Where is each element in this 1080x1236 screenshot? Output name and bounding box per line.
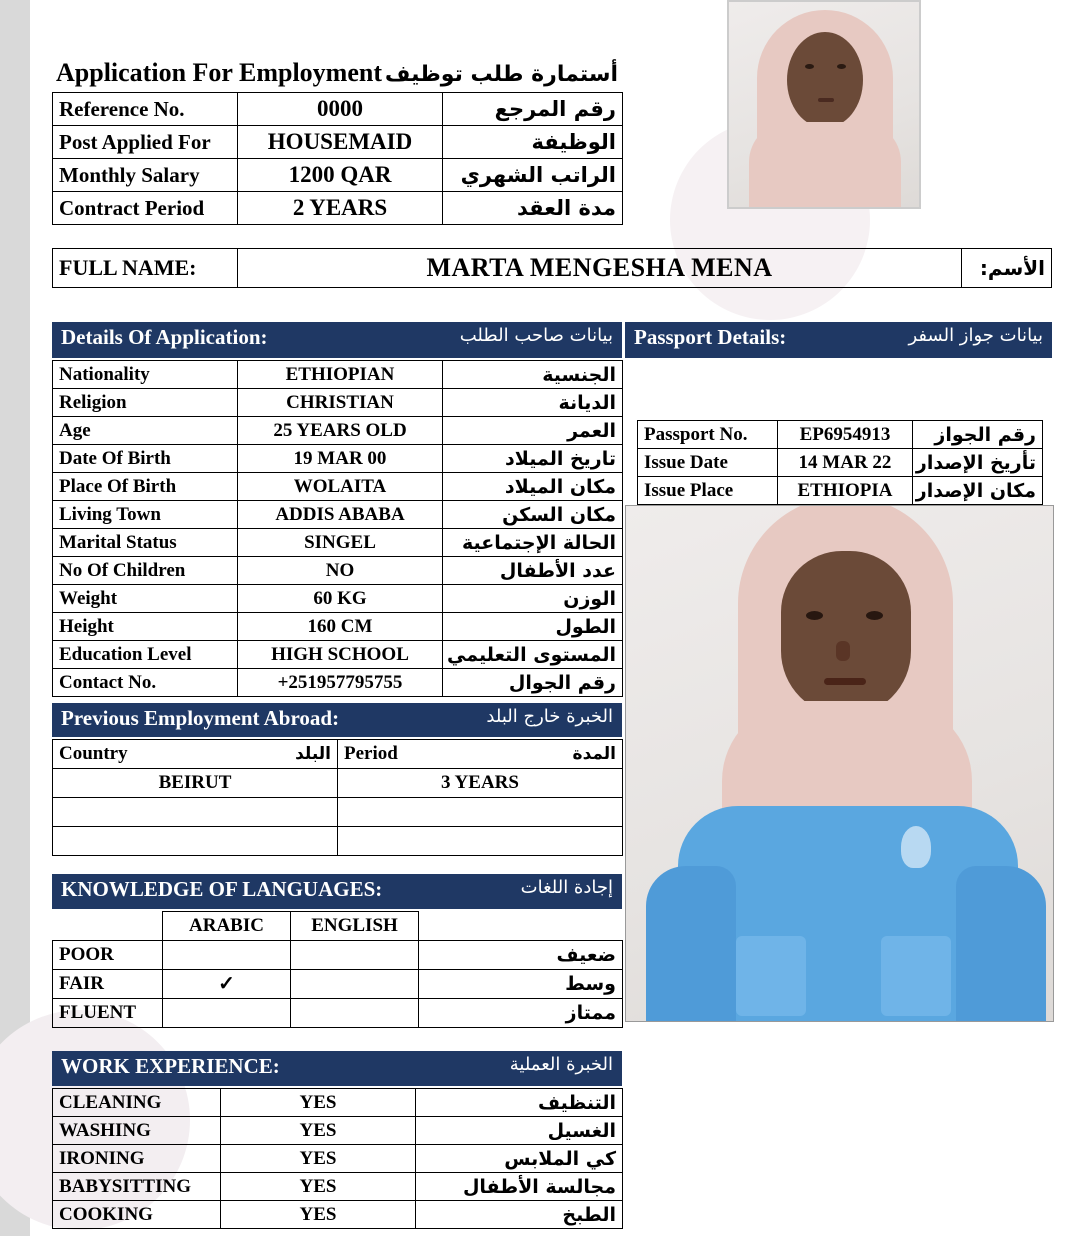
monthly-salary-label-ar: الراتب الشهري	[443, 159, 623, 192]
table-row	[53, 529, 623, 557]
table-row	[53, 192, 623, 225]
washing-value: YES	[221, 1117, 416, 1145]
passport-header-ar: بيانات جواز السفر	[908, 325, 1043, 346]
ironing-label-ar: كي الملابس	[416, 1145, 623, 1173]
reference-no-label-ar: رقم المرجع	[443, 93, 623, 126]
contact-no-value: +251957795755	[238, 669, 443, 697]
nationality-label-ar: الجنسية	[443, 361, 623, 389]
country-header-en: Country	[59, 743, 128, 764]
full-name-value: MARTA MENGESHA MENA	[238, 249, 962, 288]
full-name-label-ar: الأسم:	[962, 249, 1052, 288]
date-of-birth-label: Date Of Birth	[53, 445, 238, 473]
monthly-salary-label: Monthly Salary	[53, 159, 238, 192]
contact-no-label: Contact No.	[53, 669, 238, 697]
contact-no-label-ar: رقم الجوال	[443, 669, 623, 697]
table-row	[638, 449, 1043, 477]
previous-period-value: 3 YEARS	[338, 769, 623, 798]
poor-arabic-checkbox[interactable]	[163, 941, 291, 970]
no-of-children-label: No Of Children	[53, 557, 238, 585]
application-title-ar: أستمارة طلب توظيف	[384, 62, 618, 87]
previous-country-value-2	[53, 798, 338, 827]
previous-period-value-3	[338, 827, 623, 856]
previous-country-value-3	[53, 827, 338, 856]
place-of-birth-value: WOLAITA	[238, 473, 443, 501]
table-row	[53, 389, 623, 417]
details-header-band	[52, 322, 622, 358]
table-row	[53, 669, 623, 697]
passport-details-block	[625, 322, 1052, 533]
details-of-application-block	[52, 322, 622, 697]
reference-no-label: Reference No.	[53, 93, 238, 126]
passport-no-label: Passport No.	[638, 421, 778, 449]
previous-employment-table	[52, 739, 623, 856]
table-row	[53, 585, 623, 613]
table-row	[53, 769, 623, 798]
applicant-full-photo	[625, 505, 1054, 1022]
table-row	[53, 126, 623, 159]
work-experience-table	[52, 1088, 623, 1229]
living-town-label: Living Town	[53, 501, 238, 529]
period-header-ar: المدة	[572, 744, 616, 764]
washing-label-ar: الغسيل	[416, 1117, 623, 1145]
application-summary-table	[52, 92, 623, 225]
cleaning-label-ar: التنظيف	[416, 1089, 623, 1117]
english-column-header: ENGLISH	[291, 912, 419, 941]
knowledge-of-languages-block	[52, 874, 622, 1028]
table-row	[638, 421, 1043, 449]
table-row	[53, 501, 623, 529]
passport-no-value: EP6954913	[778, 421, 913, 449]
post-applied-value: HOUSEMAID	[238, 126, 443, 159]
age-label: Age	[53, 417, 238, 445]
table-row	[53, 1117, 623, 1145]
previous-employment-header-ar: الخبرة خارج البلد	[486, 706, 613, 727]
weight-label: Weight	[53, 585, 238, 613]
passport-no-label-ar: رقم الجواز	[913, 421, 1043, 449]
table-row	[53, 249, 1052, 288]
table-row	[53, 798, 623, 827]
table-row	[53, 999, 623, 1028]
issue-date-value: 14 MAR 22	[778, 449, 913, 477]
babysitting-label: BABYSITTING	[53, 1173, 221, 1201]
previous-employment-block	[52, 703, 622, 856]
height-label: Height	[53, 613, 238, 641]
place-of-birth-label: Place Of Birth	[53, 473, 238, 501]
cooking-label: COOKING	[53, 1201, 221, 1229]
fair-arabic-checkbox[interactable]: ✓	[163, 970, 291, 999]
table-row	[53, 827, 623, 856]
previous-period-value-2	[338, 798, 623, 827]
application-header-block	[52, 58, 622, 225]
table-row	[53, 1173, 623, 1201]
arabic-column-header: ARABIC	[163, 912, 291, 941]
languages-header-band	[52, 874, 622, 909]
table-row	[53, 613, 623, 641]
babysitting-value: YES	[221, 1173, 416, 1201]
nationality-value: ETHIOPIAN	[238, 361, 443, 389]
babysitting-label-ar: مجالسة الأطفال	[416, 1173, 623, 1201]
religion-value: CHRISTIAN	[238, 389, 443, 417]
marital-status-label: Marital Status	[53, 529, 238, 557]
cooking-value: YES	[221, 1201, 416, 1229]
no-of-children-label-ar: عدد الأطفال	[443, 557, 623, 585]
table-row	[638, 477, 1043, 505]
table-row	[53, 417, 623, 445]
languages-header-ar: إجادة اللغات	[520, 877, 613, 898]
full-name-label: FULL NAME:	[53, 249, 238, 288]
religion-label-ar: الديانة	[443, 389, 623, 417]
washing-label: WASHING	[53, 1117, 221, 1145]
no-of-children-value: NO	[238, 557, 443, 585]
work-experience-header-band	[52, 1051, 622, 1086]
living-town-label-ar: مكان السكن	[443, 501, 623, 529]
table-row	[53, 1201, 623, 1229]
poor-label: POOR	[53, 941, 163, 970]
marital-status-value: SINGEL	[238, 529, 443, 557]
table-row	[53, 1145, 623, 1173]
issue-place-label: Issue Place	[638, 477, 778, 505]
languages-table	[52, 911, 623, 1028]
passport-header-en: Passport Details:	[634, 325, 787, 349]
education-level-value: HIGH SCHOOL	[238, 641, 443, 669]
work-experience-block	[52, 1051, 622, 1229]
ironing-value: YES	[221, 1145, 416, 1173]
marital-status-label-ar: الحالة الإجتماعية	[443, 529, 623, 557]
fluent-label: FLUENT	[53, 999, 163, 1028]
previous-employment-header-band	[52, 703, 622, 737]
table-row	[53, 912, 623, 941]
fair-label-ar: وسط	[419, 970, 623, 999]
country-header-ar: البلد	[295, 744, 331, 764]
languages-header-en: KNOWLEDGE OF LANGUAGES:	[61, 877, 383, 901]
application-title-en: Application For Employment	[56, 58, 382, 87]
table-row	[53, 941, 623, 970]
poor-label-ar: ضعيف	[419, 941, 623, 970]
work-experience-header-ar: الخبرة العملية	[509, 1054, 613, 1075]
cleaning-value: YES	[221, 1089, 416, 1117]
education-level-label-ar: المستوى التعليمي	[443, 641, 623, 669]
period-header-en: Period	[344, 743, 398, 764]
height-value: 160 CM	[238, 613, 443, 641]
country-column-header	[53, 740, 338, 769]
full-name-table	[52, 248, 1052, 288]
table-row	[53, 557, 623, 585]
table-row	[53, 1089, 623, 1117]
age-value: 25 YEARS OLD	[238, 417, 443, 445]
passport-header-band	[625, 322, 1052, 358]
table-row	[53, 473, 623, 501]
table-row	[53, 641, 623, 669]
issue-date-label: Issue Date	[638, 449, 778, 477]
poor-english-checkbox[interactable]	[291, 941, 419, 970]
religion-label: Religion	[53, 389, 238, 417]
table-row	[53, 361, 623, 389]
cooking-label-ar: الطبخ	[416, 1201, 623, 1229]
nationality-label: Nationality	[53, 361, 238, 389]
issue-place-value: ETHIOPIA	[778, 477, 913, 505]
details-header-en: Details Of Application:	[61, 325, 268, 349]
contract-period-label: Contract Period	[53, 192, 238, 225]
fluent-english-checkbox[interactable]	[291, 999, 419, 1028]
issue-place-label-ar: مكان الإصدار	[913, 477, 1043, 505]
monthly-salary-value: 1200 QAR	[238, 159, 443, 192]
height-label-ar: الطول	[443, 613, 623, 641]
table-row	[53, 970, 623, 999]
fair-label: FAIR	[53, 970, 163, 999]
work-experience-header-en: WORK EXPERIENCE:	[61, 1054, 280, 1078]
fluent-label-ar: ممتاز	[419, 999, 623, 1028]
table-row	[53, 93, 623, 126]
document-page	[30, 0, 1080, 1236]
place-of-birth-label-ar: مكان الميلاد	[443, 473, 623, 501]
table-row	[53, 740, 623, 769]
cleaning-label: CLEANING	[53, 1089, 221, 1117]
table-row	[53, 159, 623, 192]
details-table	[52, 360, 623, 697]
contract-period-value: 2 YEARS	[238, 192, 443, 225]
contract-period-label-ar: مدة العقد	[443, 192, 623, 225]
post-applied-label: Post Applied For	[53, 126, 238, 159]
previous-employment-header-en: Previous Employment Abroad:	[61, 706, 340, 730]
reference-no-value: 0000	[238, 93, 443, 126]
issue-date-label-ar: تأريخ الإصدار	[913, 449, 1043, 477]
table-row	[53, 445, 623, 473]
weight-label-ar: الوزن	[443, 585, 623, 613]
period-column-header	[338, 740, 623, 769]
education-level-label: Education Level	[53, 641, 238, 669]
weight-value: 60 KG	[238, 585, 443, 613]
date-of-birth-value: 19 MAR 00	[238, 445, 443, 473]
fluent-arabic-checkbox[interactable]	[163, 999, 291, 1028]
details-header-ar: بيانات صاحب الطلب	[459, 325, 613, 346]
living-town-value: ADDIS ABABA	[238, 501, 443, 529]
application-title-row	[52, 58, 622, 92]
fair-english-checkbox[interactable]	[291, 970, 419, 999]
age-label-ar: العمر	[443, 417, 623, 445]
applicant-passport-photo	[727, 0, 921, 209]
date-of-birth-label-ar: تاريخ الميلاد	[443, 445, 623, 473]
post-applied-label-ar: الوظيفة	[443, 126, 623, 159]
previous-country-value: BEIRUT	[53, 769, 338, 798]
ironing-label: IRONING	[53, 1145, 221, 1173]
